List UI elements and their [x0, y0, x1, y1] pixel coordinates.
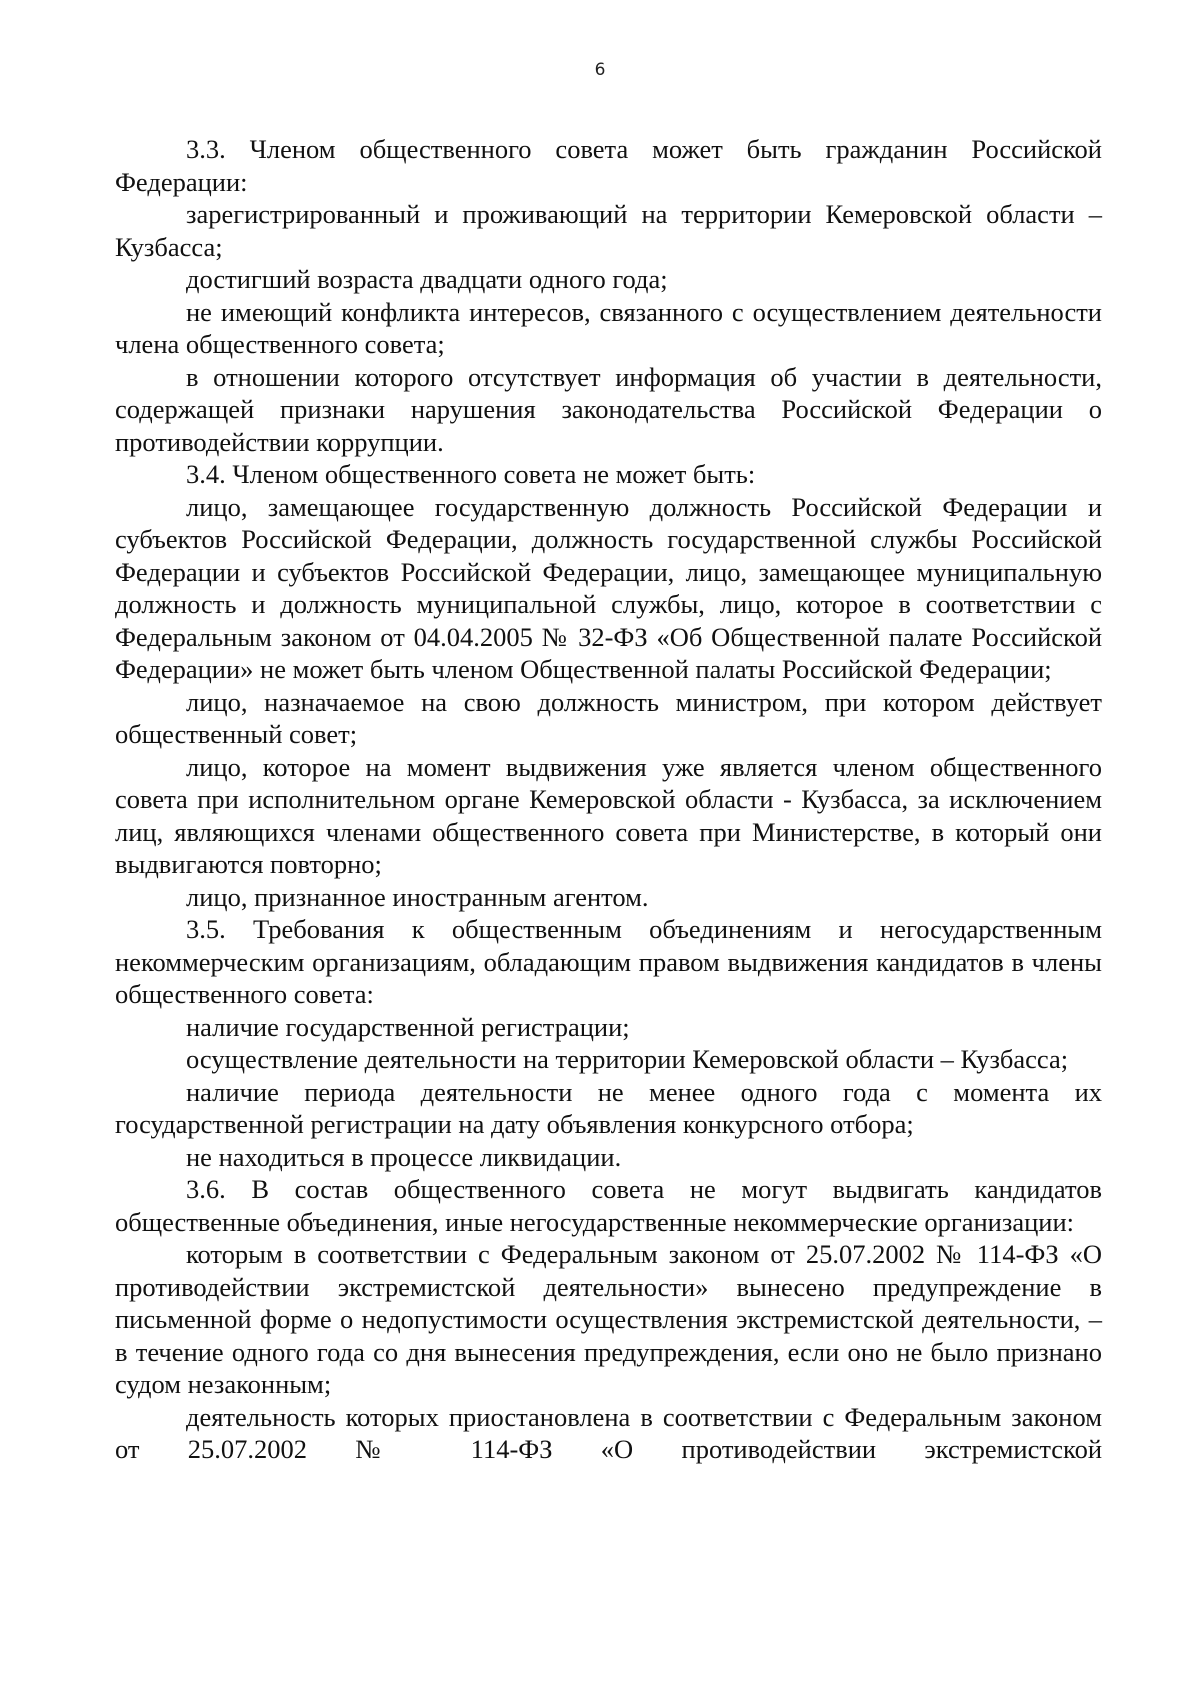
paragraph: которым в соответствии с Федеральным законом от 25.07.2002 № 114-ФЗ «О противодействии экстремистской деятельности» вынесено предупреждение в письменной форме о недопустимости осуществления экстремистской деятельности, – в течение одного года со дня вынесения предупреждения, если оно не было признано судом незаконным; [115, 1239, 1102, 1399]
paragraph: наличие периода деятельности не менее одного года с момента их государственной регистрации на дату объявления конкурсного отбора; [115, 1076, 1102, 1139]
paragraph: лицо, замещающее государственную должность Российской Федерации и субъектов Российской Федерации, должность государственной службы Российской Федерации и субъектов Российской Федерации, лицо, замещающее муниципальную должность и должность муниципальной службы, лицо, которое в соответствии с Федеральным законом от 04.04.2005 № 32-ФЗ «Об Общественной палате Российской Федерации» не может быть членом Общественной палаты Российской Федерации; [115, 491, 1102, 684]
paragraph: достигший возраста двадцати одного года; [186, 264, 668, 294]
paragraph: 3.6. В состав общественного совета не могут выдвигать кандидатов общественные объединения, иные негосударственные некоммерческие организации: [115, 1174, 1102, 1237]
paragraph: лицо, признанное иностранным агентом. [186, 881, 649, 912]
paragraph: не имеющий конфликта интересов, связанного с осуществлением деятельности члена общественного совета; [115, 296, 1102, 359]
paragraph: зарегистрированный и проживающий на территории Кемеровской области – Кузбасса; [115, 199, 1102, 262]
paragraph: лицо, которое на момент выдвижения уже является членом общественного совета при исполнительном органе Кемеровской области - Кузбасса, за исключением лиц, являющихся членами общественного совета при Министерстве, в который они выдвигаются повторно; [115, 751, 1102, 879]
paragraph: 3.4. Членом общественного совета не может быть: [186, 459, 756, 489]
paragraph: осуществление деятельности на территории Кемеровской области – Кузбасса; [186, 1044, 1069, 1074]
paragraph: лицо, назначаемое на свою должность министром, при котором действует общественный совет; [115, 686, 1102, 749]
document-body [115, 133, 1102, 1466]
paragraph: в отношении которого отсутствует информация об участии в деятельности, содержащей признаки нарушения законодательства Российской Федерации о противодействии коррупции. [115, 361, 1102, 457]
paragraph: наличие государственной регистрации; [186, 1011, 630, 1042]
page-number: 6 [594, 60, 606, 80]
paragraph: не находиться в процессе ликвидации. [186, 1141, 622, 1172]
paragraph: 3.3. Членом общественного совета может быть гражданин Российской Федерации: [115, 134, 1102, 197]
paragraph: деятельность которых приостановлена в соответствии с Федеральным законом от 25.07.2002 № 114-ФЗ «О противодействии экстремистской [115, 1401, 1102, 1464]
paragraph: 3.5. Требования к общественным объединениям и негосударственным некоммерческим организациям, обладающим правом выдвижения кандидатов в члены общественного совета: [115, 914, 1102, 1009]
